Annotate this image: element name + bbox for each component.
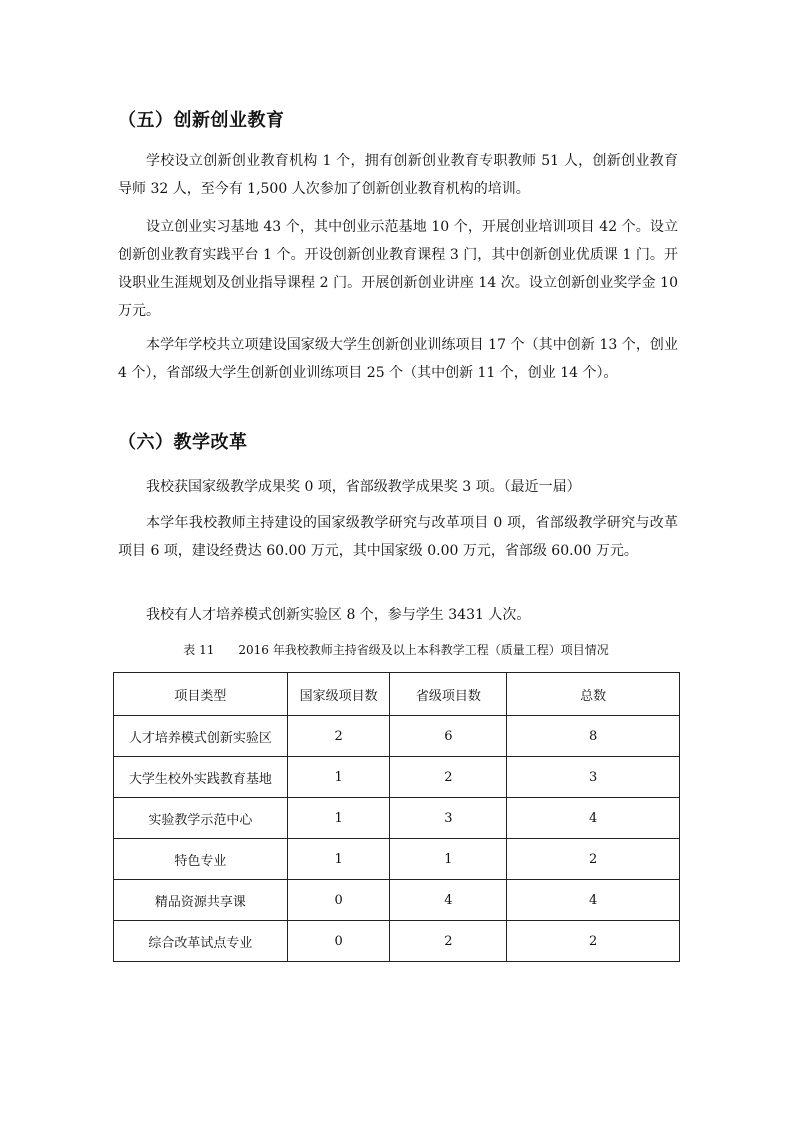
header-provincial-count: 省级项目数	[390, 673, 507, 716]
cell-national-count: 1	[287, 798, 390, 839]
cell-project-type: 特色专业	[114, 839, 288, 880]
section-heading-innovation: （五）创新创业教育	[118, 110, 285, 131]
cell-total: 2	[507, 839, 680, 880]
cell-project-type: 实验教学示范中心	[114, 798, 288, 839]
cell-provincial-count: 1	[390, 839, 507, 880]
table-row	[114, 716, 680, 757]
cell-total: 3	[507, 757, 680, 798]
cell-national-count: 0	[287, 921, 390, 962]
cell-national-count: 0	[287, 880, 390, 921]
paragraph-teaching-awards: 我校获国家级教学成果奖 0 项，省部级教学成果奖 3 项。（最近一届）	[146, 479, 581, 495]
cell-project-type: 综合改革试点专业	[114, 921, 288, 962]
header-project-type: 项目类型	[114, 673, 288, 716]
table-caption: 表 11 2016 年我校教师主持省级及以上本科教学工程（质量工程）项目情况	[183, 643, 609, 657]
table-row	[114, 757, 680, 798]
table-header-row	[114, 673, 680, 716]
paragraph-reform-projects: 本学年我校教师主持建设的国家级教学研究与改革项目 0 项，省部级教学研究与改革项目 6 项，建设经费达 60.00 万元，其中国家级 0.00 万元，省部级 60.00 万元。	[118, 515, 678, 559]
paragraph-innovation-bases: 设立创业实习基地 43 个，其中创业示范基地 10 个，开展创业培训项目 42 个。设立创新创业教育实践平台 1 个。开设创新创业教育课程 3 门，其中创新创业优质课 1 门。开设职业生涯规划及创业指导课程 2 门。开展创新创业讲座 14 次。设立创新创业奖学金 10 万元。	[118, 219, 678, 319]
paragraph-talent-zones: 我校有人才培养模式创新实验区 8 个，参与学生 3431 人次。	[146, 607, 531, 623]
cell-national-count: 1	[287, 839, 390, 880]
cell-project-type: 精品资源共享课	[114, 880, 288, 921]
table-row	[114, 880, 680, 921]
cell-total: 2	[507, 921, 680, 962]
cell-national-count: 1	[287, 757, 390, 798]
header-total: 总数	[507, 673, 680, 716]
cell-total: 4	[507, 798, 680, 839]
cell-total: 8	[507, 716, 680, 757]
cell-project-type: 大学生校外实践教育基地	[114, 757, 288, 798]
table-row	[114, 798, 680, 839]
table-row	[114, 839, 680, 880]
cell-provincial-count: 4	[390, 880, 507, 921]
cell-provincial-count: 2	[390, 921, 507, 962]
quality-project-table	[113, 672, 680, 962]
cell-provincial-count: 3	[390, 798, 507, 839]
paragraph-innovation-projects: 本学年学校共立项建设国家级大学生创新创业训练项目 17 个（其中创新 13 个，创业 4 个），省部级大学生创新创业训练项目 25 个（其中创新 11 个，创业 14 个）。	[118, 337, 678, 381]
cell-project-type: 人才培养模式创新实验区	[114, 716, 288, 757]
cell-total: 4	[507, 880, 680, 921]
cell-provincial-count: 6	[390, 716, 507, 757]
header-national-count: 国家级项目数	[287, 673, 390, 716]
cell-provincial-count: 2	[390, 757, 507, 798]
cell-national-count: 2	[287, 716, 390, 757]
paragraph-innovation-staff: 学校设立创新创业教育机构 1 个，拥有创新创业教育专职教师 51 人，创新创业教育导师 32 人，至今有 1,500 人次参加了创新创业教育机构的培训。	[118, 153, 678, 197]
section-heading-teaching-reform: （六）教学改革	[118, 432, 248, 453]
table-row	[114, 921, 680, 962]
